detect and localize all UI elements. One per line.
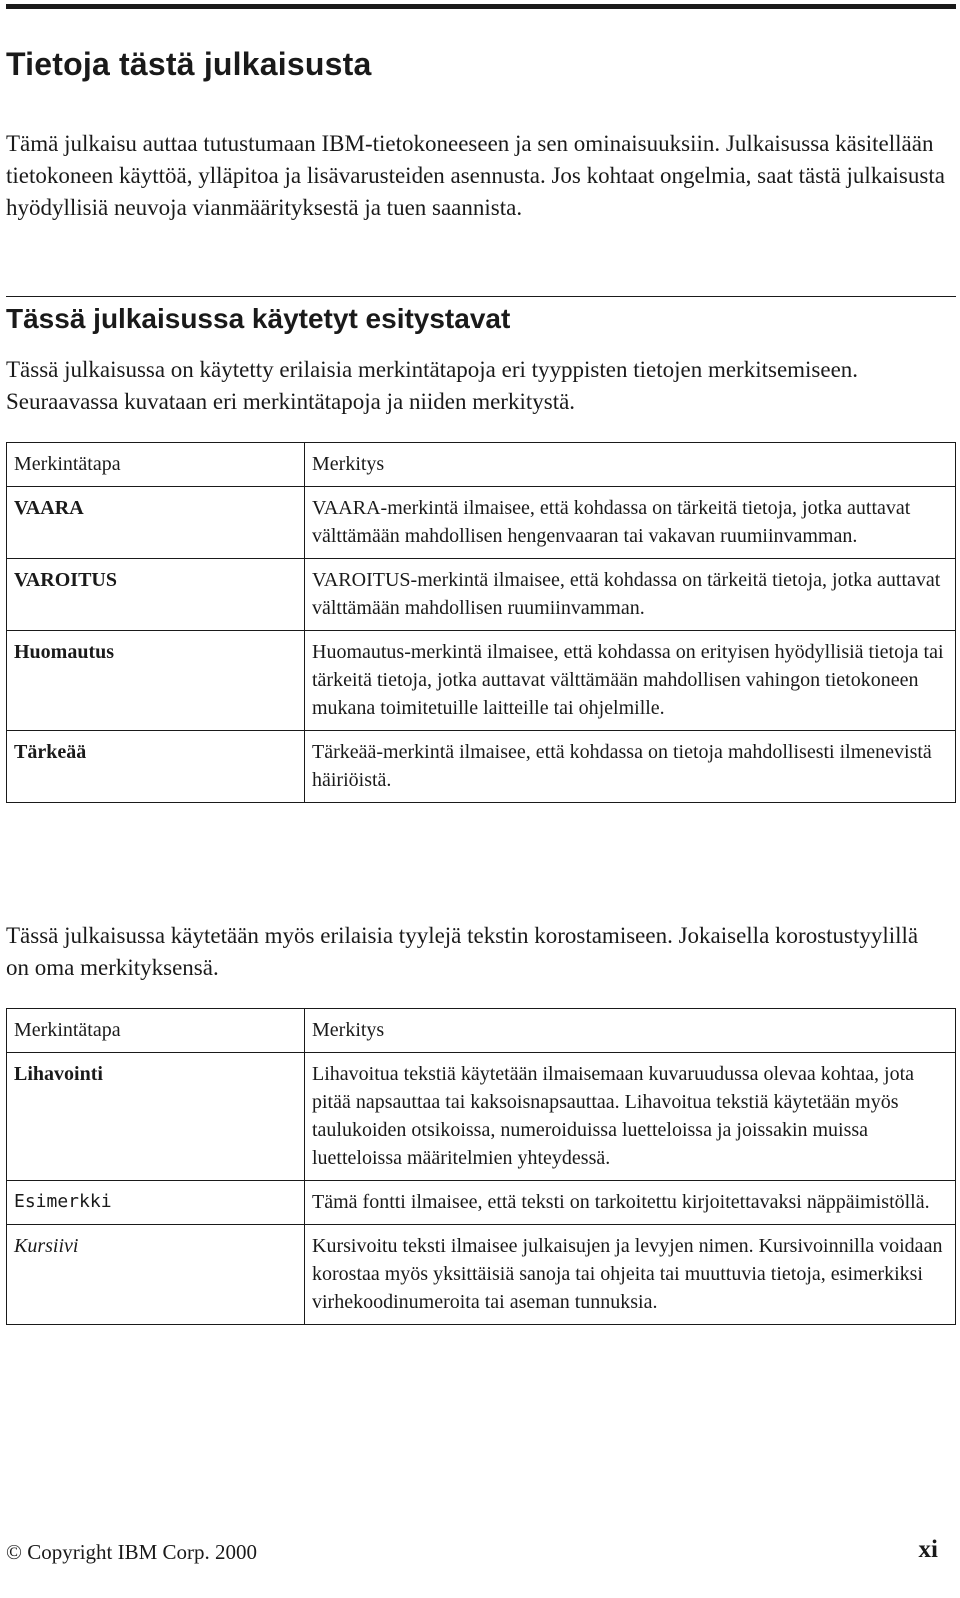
meaning-cell: Huomautus-merkintä ilmaisee, että kohdassa on erityisen hyödyllisiä tietoja tai tärkeitä tietoja, jotka auttavat välttämään mahdollisen vahingon tietokoneen mukana toimitetuille laitteille tai ohjelmille.: [305, 631, 956, 731]
table-row: [7, 487, 956, 559]
meaning-cell: VAROITUS-merkintä ilmaisee, että kohdassa on tärkeitä tietoja, jotka auttavat välttämään mahdollisen ruumiinvamman.: [305, 559, 956, 631]
notices-table: [6, 442, 956, 803]
term-cell-bold: Lihavointi: [7, 1053, 305, 1181]
table-header-row: [7, 443, 956, 487]
meaning-cell: VAARA-merkintä ilmaisee, että kohdassa on tärkeitä tietoja, jotka auttavat välttämään mahdollisen hengenvaaran tai vakavan ruumiinvamman.: [305, 487, 956, 559]
top-rule: [6, 4, 956, 9]
table-row: [7, 631, 956, 731]
section-heading: Tässä julkaisussa käytetyt esitystavat: [6, 303, 511, 334]
table-row: [7, 1225, 956, 1325]
term-cell-monospace: Esimerkki: [7, 1181, 305, 1225]
table-row: [7, 731, 956, 803]
term-cell: VAROITUS: [7, 559, 305, 631]
meaning-cell: Lihavoitua tekstiä käytetään ilmaisemaan kuvaruudussa olevaa kohtaa, jota pitää napsauttaa tai kaksoisnapsauttaa. Lihavoitua tekstiä käytetään myös taulukoiden otsikoissa, numeroiduissa luetteloissa ja joissakin muissa luetteloissa määritelmien yhteydessä.: [305, 1053, 956, 1181]
term-cell: Huomautus: [7, 631, 305, 731]
header-merkintatapa: Merkintätapa: [7, 1009, 305, 1053]
table-row: [7, 1181, 956, 1225]
page-title: Tietoja tästä julkaisusta: [6, 46, 372, 82]
meaning-cell: Tämä fontti ilmaisee, että teksti on tarkoitettu kirjoitettavaksi näppäimistöllä.: [305, 1181, 956, 1225]
table-header-row: [7, 1009, 956, 1053]
copyright-notice: © Copyright IBM Corp. 2000: [6, 1540, 258, 1564]
table-row: [7, 1053, 956, 1181]
table-row: [7, 559, 956, 631]
page-number: xi: [918, 1536, 938, 1563]
meaning-cell: Tärkeää-merkintä ilmaisee, että kohdassa on tietoja mahdollisesti ilmenevistä häiriöistä.: [305, 731, 956, 803]
meaning-cell: Kursivoitu teksti ilmaisee julkaisujen ja levyjen nimen. Kursivoinnilla voidaan korostaa myös yksittäisiä sanoja tai ohjeita tai muuttuvia tietoja, esimerkiksi virhekoodinumeroita tai aseman tunnuksia.: [305, 1225, 956, 1325]
intro-paragraph: Tämä julkaisu auttaa tutustumaan IBM-tietokoneeseen ja sen ominaisuuksiin. Julkaisussa käsitellään tietokoneen käyttöä, ylläpitoa ja lisävarusteiden asennusta. Jos kohtaat ongelmia, saat tästä julkaisusta hyödyllisiä neuvoja vianmäärityksestä ja tuen saannista.: [6, 131, 945, 220]
styles-table: [6, 1008, 956, 1325]
header-merkitys: Merkitys: [305, 443, 956, 487]
header-merkitys: Merkitys: [305, 1009, 956, 1053]
term-cell-italic: Kursiivi: [7, 1225, 305, 1325]
header-merkintatapa: Merkintätapa: [7, 443, 305, 487]
term-cell: VAARA: [7, 487, 305, 559]
section-rule: [6, 296, 956, 297]
styles-intro-paragraph: Tässä julkaisussa käytetään myös erilaisia tyylejä tekstin korostamiseen. Jokaisella korostustyylillä on oma merkityksensä.: [6, 923, 919, 980]
section-paragraph: Tässä julkaisussa on käytetty erilaisia merkintätapoja eri tyyppisten tietojen merkitsemiseen. Seuraavassa kuvataan eri merkintätapoja ja niiden merkitystä.: [6, 357, 859, 414]
term-cell: Tärkeää: [7, 731, 305, 803]
